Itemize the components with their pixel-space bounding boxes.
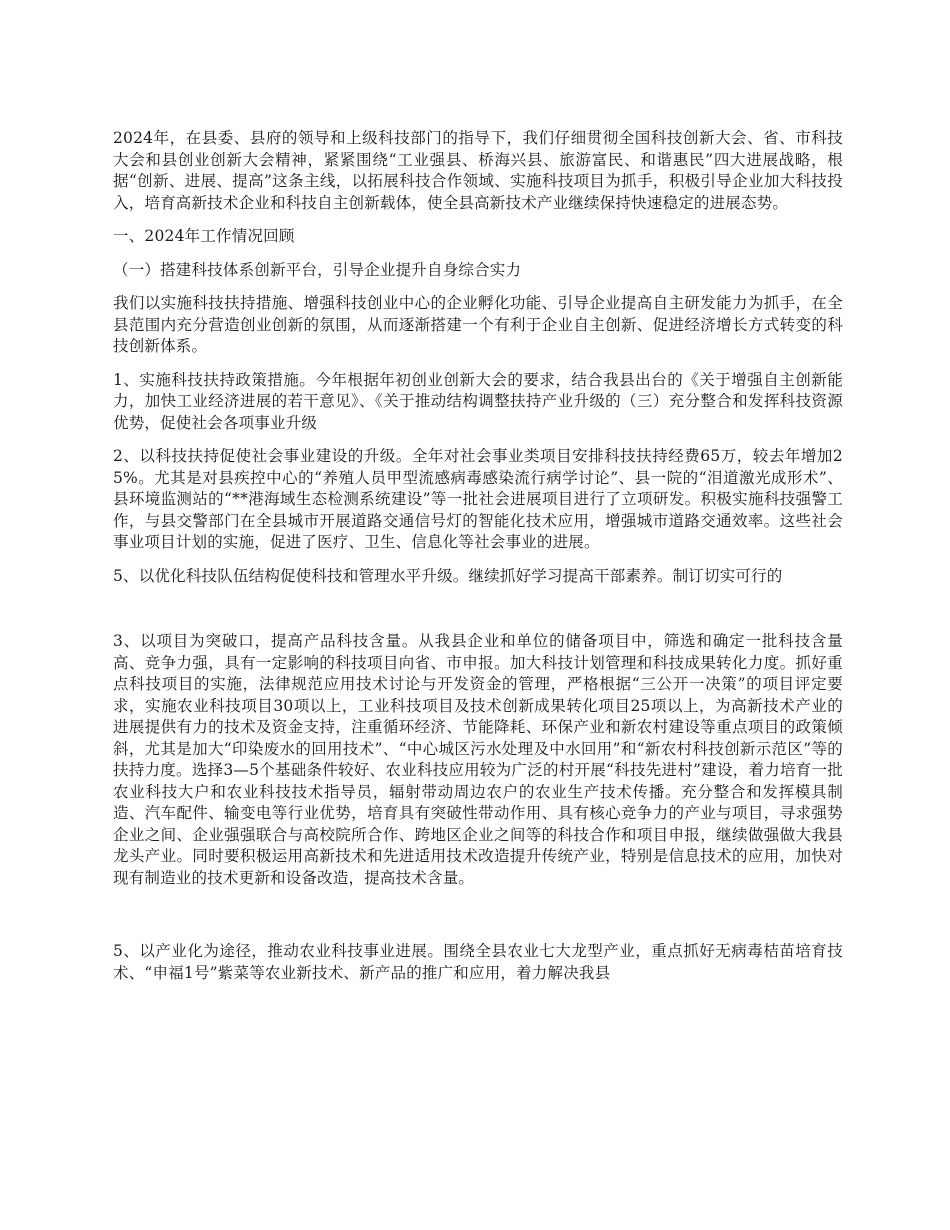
body-paragraph: 3、以项目为突破口，提高产品科技含量。从我县企业和单位的储备项目中，筛选和确定一批科技含量高、竞争力强，具有一定影响的科技项目向省、市申报。加大科技计划管理和科技成果转化力度。抓好重点科技项目的实施，法律规范应用技术讨论与开发资金的管理，严格根据“三公开一决策”的项目评定要求，实施农业科技项目30项以上，工业科技项目及技术创新成果转化项目25项以上，为高新技术产业的进展提供有力的技术及资金支持，注重循环经济、节能降耗、环保产业和新农村建设等重点项目的政策倾斜，尤其是加大“印染废水的回用技术”、“中心城区污水处理及中水回用”和“新农村科技创新示范区”等的扶持力度。选择3—5个基础条件较好、农业科技应用较为广泛的村开展“科技先进村”建设，着力培育一批农业科技大户和农业科技技术指导员，辐射带动周边农户的农业生产技术传播。充分整合和发挥模具制造、汽车配件、输变电等行业优势，培育具有突破性带动作用、具有核心竞争力的产业与项目，寻求强势企业之间、企业强强联合与高校院所合作、跨地区企业之间等的科技合作和项目申报，继续做强做大我县龙头产业。同时要积极运用高新技术和先进适用技术改造提升传统产业，特别是信息技术的应用，加快对现有制造业的技术更新和设备改造，提高技术含量。 xyxy=(113,632,843,887)
document-body xyxy=(113,128,843,996)
body-paragraph: 5、以优化科技队伍结构促使科技和管理水平升级。继续抓好学习提高干部素养。制订切实可行的 xyxy=(113,566,783,585)
body-paragraph: 2、以科技扶持促使社会事业建设的升级。全年对社会事业类项目安排科技扶持经费65万，较去年增加25%。尤其是对县疾控中心的“养殖人员甲型流感病毒感染流行病学讨论”、县一院的“泪道激光成形术”、县环境监测站的“**港海域生态检测系统建设”等一批社会进展项目进行了立项研发。积极实施科技强警工作，与县交警部门在全县城市开展道路交通信号灯的智能化技术应用，增强城市道路交通效率。这些社会事业项目计划的实施，促进了医疗、卫生、信息化等社会事业的进展。 xyxy=(113,447,843,551)
intro-paragraph: 2024年，在县委、县府的领导和上级科技部门的指导下，我们仔细贯彻全国科技创新大会、省、市科技大会和县创业创新大会精神，紧紧围绕“工业强县、桥海兴县、旅游富民、和谐惠民”四大进展战略，根据“创新、进展、提高”这条主线，以拓展科技合作领域、实施科技项目为抓手，积极引导企业加大科技投入，培育高新技术企业和科技自主创新载体，使全县高新技术产业继续保持快速稳定的进展态势。 xyxy=(113,129,843,212)
body-paragraph: 1、实施科技扶持政策措施。今年根据年初创业创新大会的要求，结合我县出台的《关于增强自主创新能力，加快工业经济进展的若干意见》、《关于推动结构调整扶持产业升级的（三）充分整合和发挥科技资源优势，促使社会各项事业升级 xyxy=(113,370,843,432)
body-paragraph: 我们以实施科技扶持措施、增强科技创业中心的企业孵化功能、引导企业提高自主研发能力为抓手，在全县范围内充分营造创业创新的氛围，从而逐渐搭建一个有利于企业自主创新、促进经济增长方式转变的科技创新体系。 xyxy=(113,294,843,355)
section-heading: 一、2024年工作情况回顾 xyxy=(113,227,295,245)
subsection-heading: （一）搭建科技体系创新平台，引导企业提升自身综合实力 xyxy=(113,260,522,279)
body-paragraph: 5、以产业化为途径，推动农业科技事业进展。围绕全县农业七大龙型产业，重点抓好无病毒桔苗培育技术、“申福1号”紫菜等农业新技术、新产品的推广和应用，着力解决我县 xyxy=(113,942,843,982)
